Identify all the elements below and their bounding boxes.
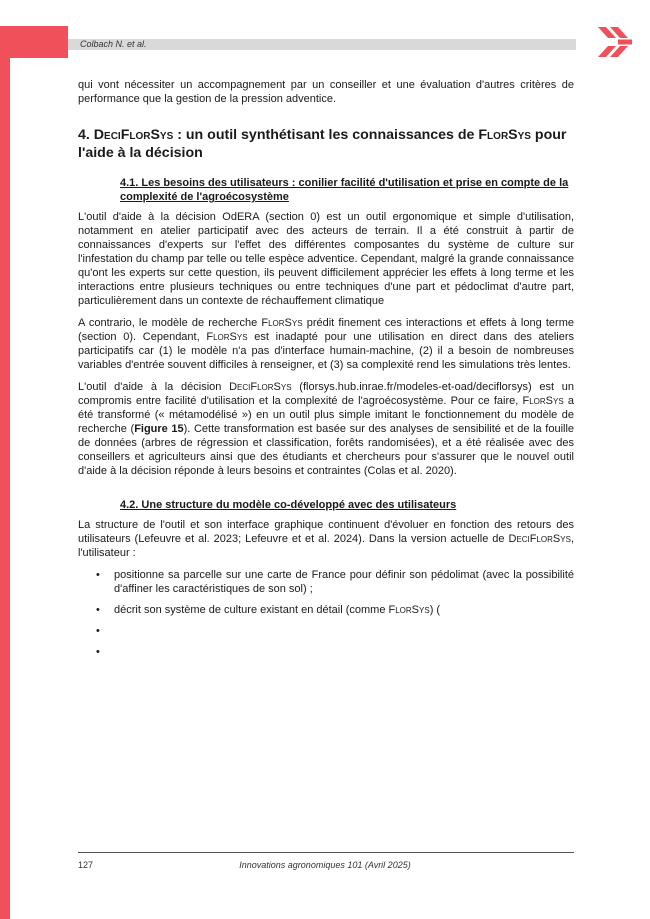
header-accent-block (0, 26, 68, 58)
paragraph-structure: La structure de l'outil et son interface graphique continuent d'évoluer en fonction des retours des utilisateurs (Lefeuvre et al. 2023; Lefeuvre et et al. 2024). Dans la version actuelle de DeciFlorSys, l'utilisateur : (78, 519, 574, 559)
footer-rule (78, 852, 574, 853)
page-body (78, 78, 574, 666)
side-accent-bar (0, 26, 10, 919)
section-4-heading: 4. DeciFlorSys : un outil synthétisant les connaissances de FlorSys pour l'aide à la décision (78, 127, 567, 161)
list-item (78, 645, 574, 659)
section-4-2-heading: 4.2. Une structure du modèle co-développé avec des utilisateurs (120, 499, 457, 511)
intro-paragraph: qui vont nécessiter un accompagnement par un conseiller et une évaluation d'autres critères de performance que la gestion de la pression adventice. (78, 79, 574, 105)
journal-citation: Innovations agronomiques 101 (Avril 2025) (239, 860, 411, 870)
page-number: 127 (78, 860, 94, 870)
figure-15-reference: Figure 15 (134, 423, 184, 435)
list-item (78, 624, 574, 638)
user-steps-list (78, 568, 574, 659)
list-item: • décrit son système de culture existant en détail (comme FlorSys) ( (96, 604, 441, 616)
bullet: • (96, 625, 100, 637)
bullet: • (96, 604, 100, 616)
paragraph-florsys: A contrario, le modèle de recherche FlorSys prédit finement ces interactions et effets à long terme (section 0). Cependant, FlorSys est inadapté pour une utilisation en direct dans des ateliers participatifs car (1) le modèle n'a pas d'interface humain-machine, (2) il a besoin de nombreuses variables d'entrée souvent difficiles à renseigner, et (3) sa complexité rend les simulations très lentes. (78, 317, 574, 371)
paragraph-deciflorsys: L'outil d'aide à la décision DeciFlorSys (florsys.hub.inrae.fr/modeles-et-oad/deciflorsys) est un compromis entre facilité d'utilisation et la complexité de l'agroécosystème. Pour ce faire, FlorSys a été transformé (« métamodélisé ») en un outil plus simple imitant le fonctionnement du modèle de recherche (Figure 15). Cette transformation est basée sur des analyses de sensibilité et de la fouille de données (arbres de régression et classification, forêts randomisées), et a été réalisée avec des conseillers et agriculteurs ainsi que des étudiants et chercheurs pour s'assurer que le nouvel outil d'aide à la décision réponde à leurs besoins et contraintes (Colas et al. 2020). (78, 381, 575, 477)
running-header-author: Colbach N. et al. (80, 39, 147, 49)
list-item: • positionne sa parcelle sur une carte de France pour définir son pédolimat (avec la possibilité d'affiner les caractéristiques de son sol) ; (96, 569, 574, 595)
bullet: • (96, 646, 100, 658)
paragraph-odera: L'outil d'aide à la décision OdERA (section 0) est un outil ergonomique et simple d'utilisation, notamment en atelier participatif avec des acteurs de terrain. Il a été construit à partir de connaissances d'experts sur l'effet des différentes composantes du système de culture sur l'infestation du champ par telle ou telle espèce adventice. Cependant, malgré la grande connaissance qu'ont les experts sur cette question, ils peuvent difficilement apprécier les effets à long terme et les interactions entre plusieurs techniques ou entre techniques d'une part et pédoclimat d'autre part, particulièrement dans un contexte de réchauffement climatique (78, 211, 574, 307)
chevron-logo-icon (596, 24, 634, 60)
section-4-1-heading: 4.1. Les besoins des utilisateurs : conilier facilité d'utilisation et prise en compte de la complexité de l'agroécosystème (120, 177, 569, 203)
bullet: • (96, 569, 100, 581)
